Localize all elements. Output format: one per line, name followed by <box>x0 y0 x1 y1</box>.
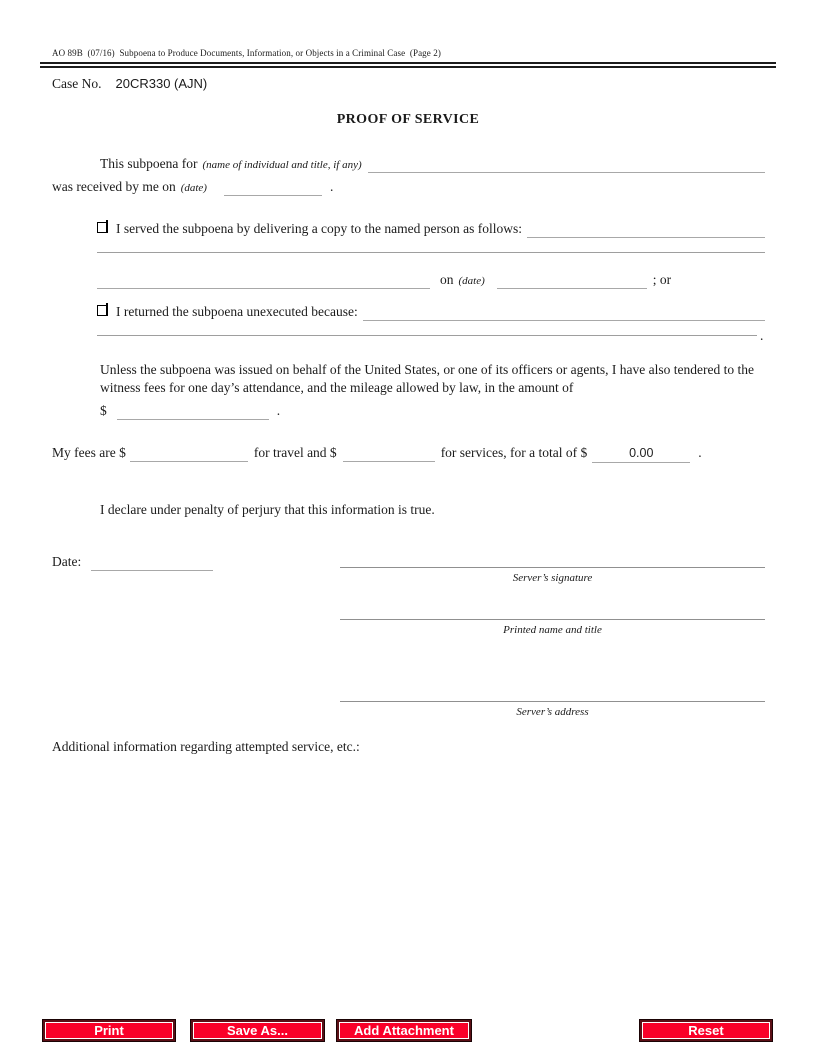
served-checkbox[interactable] <box>97 222 108 233</box>
fees-text-3: for services, for a total of $ <box>440 445 588 460</box>
tender-amount-field[interactable] <box>117 407 269 420</box>
dollar-sign: $ <box>100 403 107 418</box>
additional-info-label: Additional information regarding attempted service, etc.: <box>52 739 360 754</box>
save-as-button[interactable]: Save As... <box>190 1019 325 1042</box>
period: . <box>276 403 281 418</box>
returned-continuation-line[interactable] <box>97 335 757 336</box>
server-address-line[interactable] <box>340 701 765 702</box>
printed-name-line[interactable] <box>340 619 765 620</box>
subpoena-for-text: This subpoena for <box>100 156 198 171</box>
tender-paragraph: Unless the subpoena was issued on behalf of the United States, or one of its officers or agents, I have also tendered to the witness fees for one day’s attendance, and the mileage allowed by law, in the amount of <box>100 362 754 395</box>
server-address-label: Server’s address <box>516 706 589 718</box>
served-text: I served the subpoena by delivering a copy to the named person as follows: <box>116 221 523 236</box>
returned-field[interactable] <box>363 308 765 321</box>
returned-text: I returned the subpoena unexecuted because: <box>116 304 358 319</box>
declaration-text: I declare under penalty of perjury that this information is true. <box>100 502 435 517</box>
received-date-field[interactable] <box>224 183 322 196</box>
total-fee-value[interactable]: 0.00 <box>629 446 654 460</box>
on-date-field[interactable] <box>497 276 647 289</box>
name-title-hint: (name of individual and title, if any) <box>202 159 362 171</box>
services-fee-field[interactable] <box>343 449 435 462</box>
period: . <box>698 445 702 460</box>
served-field[interactable] <box>527 225 765 238</box>
date-hint: (date) <box>180 182 207 194</box>
printed-name-label: Printed name and title <box>503 624 602 636</box>
print-button[interactable]: Print <box>42 1019 176 1042</box>
date-field[interactable] <box>91 558 213 571</box>
total-fee-field[interactable] <box>592 444 690 463</box>
add-attachment-button[interactable]: Add Attachment <box>336 1019 472 1042</box>
fees-text-1: My fees are $ <box>52 445 126 460</box>
case-no-field[interactable]: 20CR330 (AJN) <box>115 76 208 91</box>
travel-fee-field[interactable] <box>130 449 248 462</box>
page-title: PROOF OF SERVICE <box>336 112 480 127</box>
header-double-rule <box>40 62 776 68</box>
date-label: Date: <box>52 554 82 569</box>
case-no-label: Case No. <box>52 76 102 91</box>
on-date-hint: (date) <box>458 275 485 287</box>
on-text: on <box>440 272 454 287</box>
server-signature-label: Server’s signature <box>512 572 593 584</box>
served-continuation-line[interactable] <box>97 252 765 253</box>
returned-checkbox[interactable] <box>97 305 108 316</box>
served-continuation-field[interactable] <box>97 276 430 289</box>
server-signature-line[interactable] <box>340 567 765 568</box>
fees-text-2: for travel and $ <box>253 445 337 460</box>
name-title-field[interactable] <box>368 160 765 173</box>
form-identifier: AO 89B (07/16) Subpoena to Produce Documents, Information, or Objects in a Criminal Case (Page 2) <box>52 48 441 58</box>
sentence-period: . <box>760 328 764 343</box>
received-by-text: was received by me on <box>52 179 176 194</box>
period: . <box>329 179 334 194</box>
reset-button[interactable]: Reset <box>639 1019 773 1042</box>
or-text: ; or <box>652 272 672 287</box>
